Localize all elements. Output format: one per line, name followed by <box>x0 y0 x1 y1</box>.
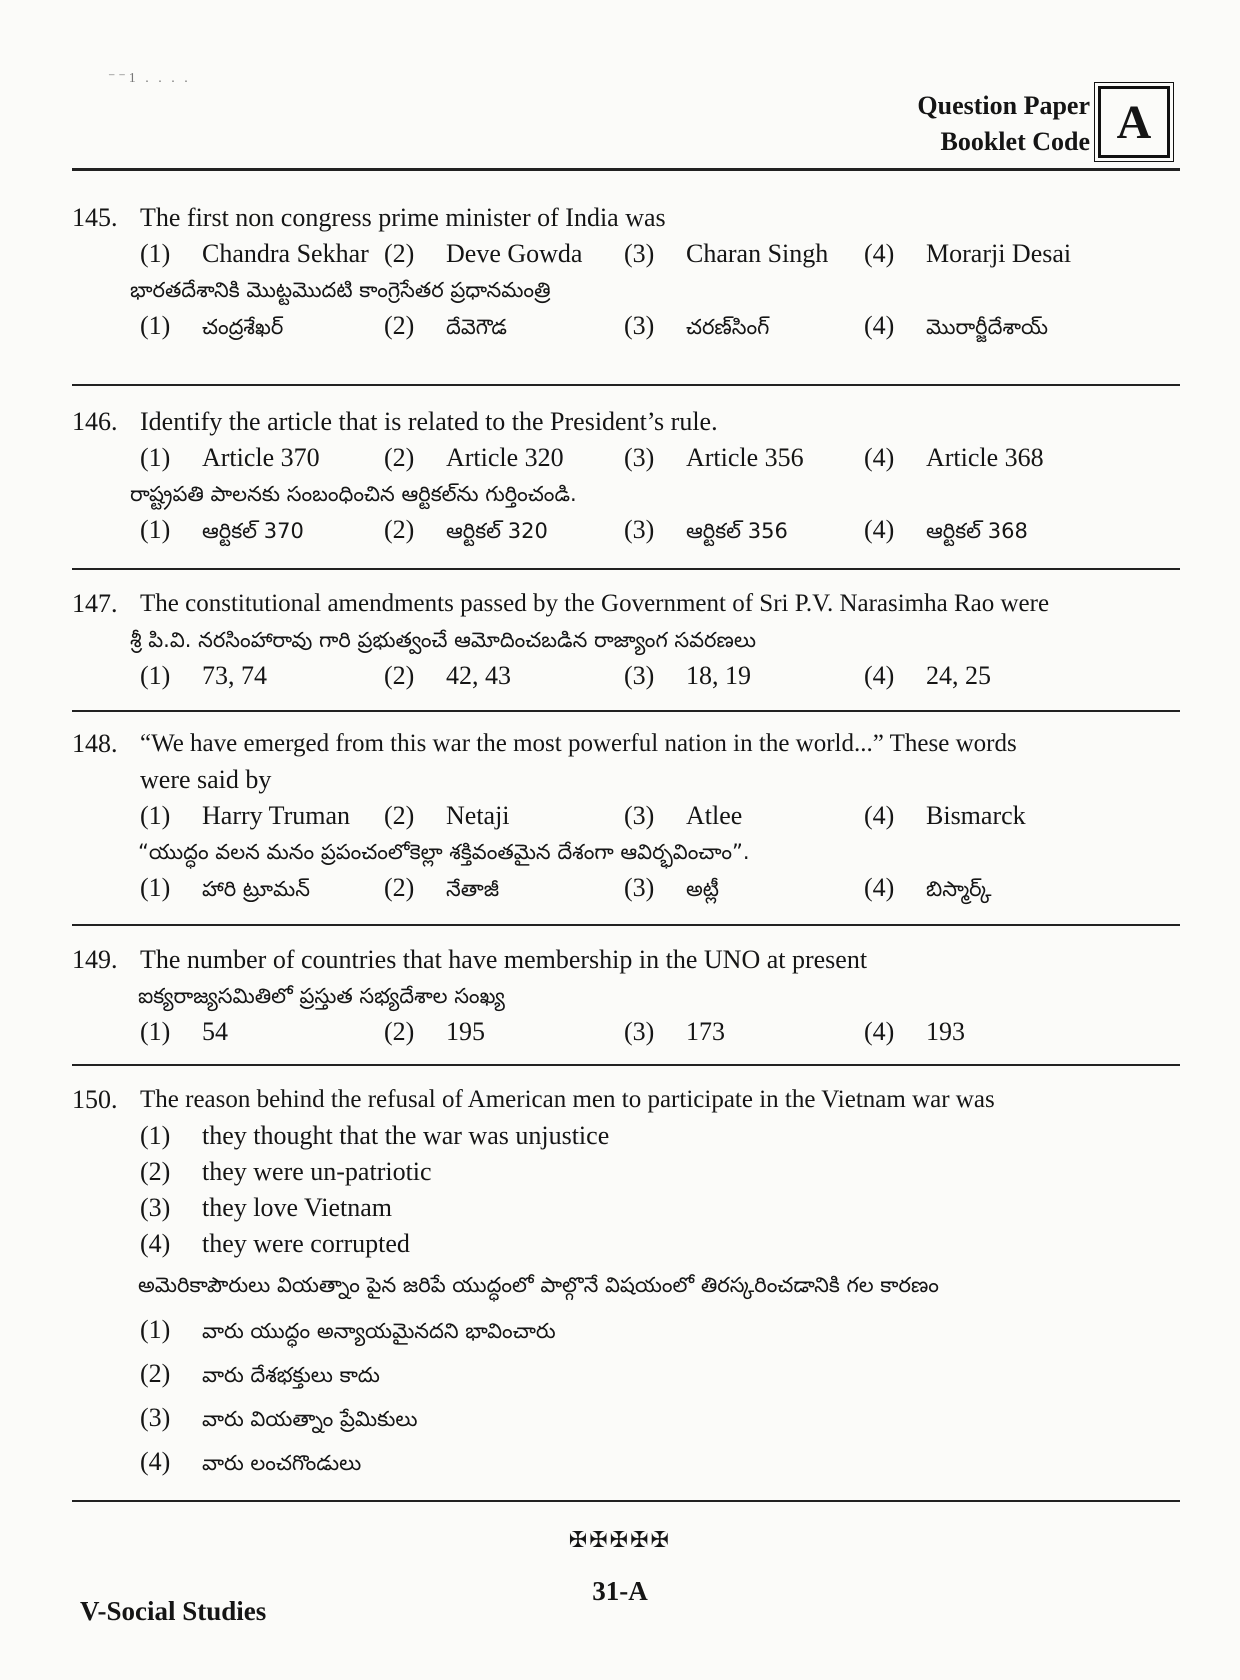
question-number: 145. <box>72 203 118 232</box>
question-text-en: Identify the article that is related to the President’s rule. <box>140 407 718 436</box>
option-3-te[interactable]: (3) ఆర్టికల్ 356 <box>624 515 788 544</box>
booklet-label-line2: Booklet Code <box>940 127 1090 156</box>
question-text-en: The first non congress prime minister of India was <box>140 203 666 232</box>
option-4[interactable]: (4) Bismarck <box>864 801 1026 830</box>
question-text-te: భారతదేశానికి మొట్టమొదటి కాంగ్రెసేతర ప్రధానమంత్రి <box>130 278 551 302</box>
divider <box>72 384 1180 386</box>
question-text-en: The reason behind the refusal of American men to participate in the Vietnam war was <box>140 1086 995 1113</box>
question-text-en: The constitutional amendments passed by the Government of Sri P.V. Narasimha Rao were <box>140 590 1050 617</box>
question-number: 149. <box>72 945 118 974</box>
question-number: 150. <box>72 1085 118 1114</box>
question-number: 148. <box>72 729 118 758</box>
option-2[interactable]: (2) they were un-patriotic <box>140 1157 432 1186</box>
divider <box>72 924 1180 926</box>
question-145 <box>72 200 1182 344</box>
option-1[interactable]: (1) 54 <box>140 1017 228 1046</box>
end-of-paper-mark: ✠✠✠✠✠ <box>568 1528 672 1553</box>
option-2-te[interactable]: (2) ఆర్టికల్ 320 <box>384 515 548 544</box>
option-3-te[interactable]: (3) అట్లీ <box>624 873 720 902</box>
option-4[interactable]: (4) 193 <box>864 1017 965 1046</box>
option-1-te[interactable]: (1) వారు యుద్ధం అన్యాయమైనదని భావించారు <box>140 1315 556 1344</box>
pen-mark: ⁻⁻1 . . . . <box>108 71 191 86</box>
option-4[interactable]: (4) they were corrupted <box>140 1229 410 1258</box>
option-1-te[interactable]: (1) చంద్రశేఖర్ <box>140 311 284 340</box>
option-3-te[interactable]: (3) చరణ్‌సింగ్ <box>624 311 770 340</box>
booklet-code-header <box>890 86 1180 166</box>
divider <box>72 168 1180 171</box>
option-1-te[interactable]: (1) హారి ట్రూమన్ <box>140 873 311 902</box>
option-4[interactable]: (4) Article 368 <box>864 443 1044 472</box>
option-1[interactable]: (1) Article 370 <box>140 443 320 472</box>
options-en <box>72 440 1182 476</box>
question-150 <box>72 1082 1182 1484</box>
options <box>72 658 1182 694</box>
option-2[interactable]: (2) 42, 43 <box>384 661 511 690</box>
option-1[interactable]: (1) 73, 74 <box>140 661 267 690</box>
question-text-te: శ్రీ పి.వి. నరసింహారావు గారి ప్రభుత్వంచే ఆమోదించబడిన రాజ్యాంగ సవరణలు <box>130 628 756 652</box>
option-4-te[interactable]: (4) మొరార్జీదేశాయ్ <box>864 311 1048 340</box>
options-te <box>72 308 1182 344</box>
option-2-te[interactable]: (2) వారు దేశభక్తులు కాదు <box>140 1359 380 1388</box>
option-3[interactable]: (3) Charan Singh <box>624 239 829 268</box>
options-en <box>72 798 1182 834</box>
question-147 <box>72 586 1182 694</box>
option-2-te[interactable]: (2) దేవెగౌడ <box>384 311 507 340</box>
options-en <box>72 236 1182 272</box>
option-4-te[interactable]: (4) వారు లంచగొండులు <box>140 1447 362 1476</box>
option-3[interactable]: (3) they love Vietnam <box>140 1193 393 1222</box>
option-2[interactable]: (2) 195 <box>384 1017 485 1046</box>
option-4[interactable]: (4) Morarji Desai <box>864 239 1072 268</box>
question-146 <box>72 404 1182 548</box>
question-text-te: రాష్ట్రపతి పాలనకు సంబంధించిన ఆర్టికల్‌ను గుర్తించండి. <box>130 482 577 506</box>
question-148 <box>72 726 1182 906</box>
divider <box>72 1064 1180 1066</box>
booklet-label-line1: Question Paper <box>917 91 1090 120</box>
question-number: 146. <box>72 407 118 436</box>
option-2-te[interactable]: (2) నేతాజీ <box>384 873 500 902</box>
question-text-en-line1: “We have emerged from this war the most powerful nation in the world...” These words <box>140 730 1017 757</box>
options <box>72 1014 1182 1050</box>
booklet-code-label <box>890 88 1090 160</box>
subject-label: V-Social Studies <box>80 1596 267 1626</box>
divider <box>72 1500 1180 1502</box>
option-1[interactable]: (1) Harry Truman <box>140 801 351 830</box>
booklet-code-box: A <box>1098 86 1170 158</box>
question-text-te: “యుద్ధం వలన మనం ప్రపంచంలోకెల్లా శక్తివంతమైన దేశంగా ఆవిర్భవించాం”. <box>138 840 750 864</box>
question-text-en-line2: were said by <box>140 765 272 794</box>
option-4-te[interactable]: (4) ఆర్టికల్ 368 <box>864 515 1028 544</box>
option-1[interactable]: (1) Chandra Sekhar <box>140 239 369 268</box>
question-text-te: ఐక్యరాజ్యసమితిలో ప్రస్తుత సభ్యదేశాల సంఖ్య <box>138 984 505 1008</box>
options-te <box>72 512 1182 548</box>
option-3[interactable]: (3) Article 356 <box>624 443 804 472</box>
option-3[interactable]: (3) 18, 19 <box>624 661 751 690</box>
option-1[interactable]: (1) they thought that the war was unjustice <box>140 1121 610 1150</box>
options-te <box>72 870 1182 906</box>
question-number: 147. <box>72 589 118 618</box>
question-text-en: The number of countries that have membership in the UNO at present <box>140 945 868 974</box>
divider <box>72 710 1180 712</box>
option-4[interactable]: (4) 24, 25 <box>864 661 991 690</box>
option-2[interactable]: (2) Article 320 <box>384 443 564 472</box>
option-3[interactable]: (3) 173 <box>624 1017 725 1046</box>
option-3[interactable]: (3) Atlee <box>624 801 743 830</box>
page-number: 31-A <box>592 1576 648 1606</box>
question-text-te: అమెరికాపౌరులు వియత్నాం పైన జరిపే యుద్ధంలో పాల్గొనే విషయంలో తిరస్కరించడానికి గల కారణం <box>138 1273 939 1297</box>
question-149 <box>72 942 1182 1050</box>
option-2[interactable]: (2) Netaji <box>384 801 510 830</box>
option-1-te[interactable]: (1) ఆర్టికల్ 370 <box>140 515 304 544</box>
option-2[interactable]: (2) Deve Gowda <box>384 239 583 268</box>
option-3-te[interactable]: (3) వారు వియత్నాం ప్రేమికులు <box>140 1403 418 1432</box>
option-4-te[interactable]: (4) బిస్మార్క్ <box>864 873 992 902</box>
divider <box>72 568 1180 570</box>
